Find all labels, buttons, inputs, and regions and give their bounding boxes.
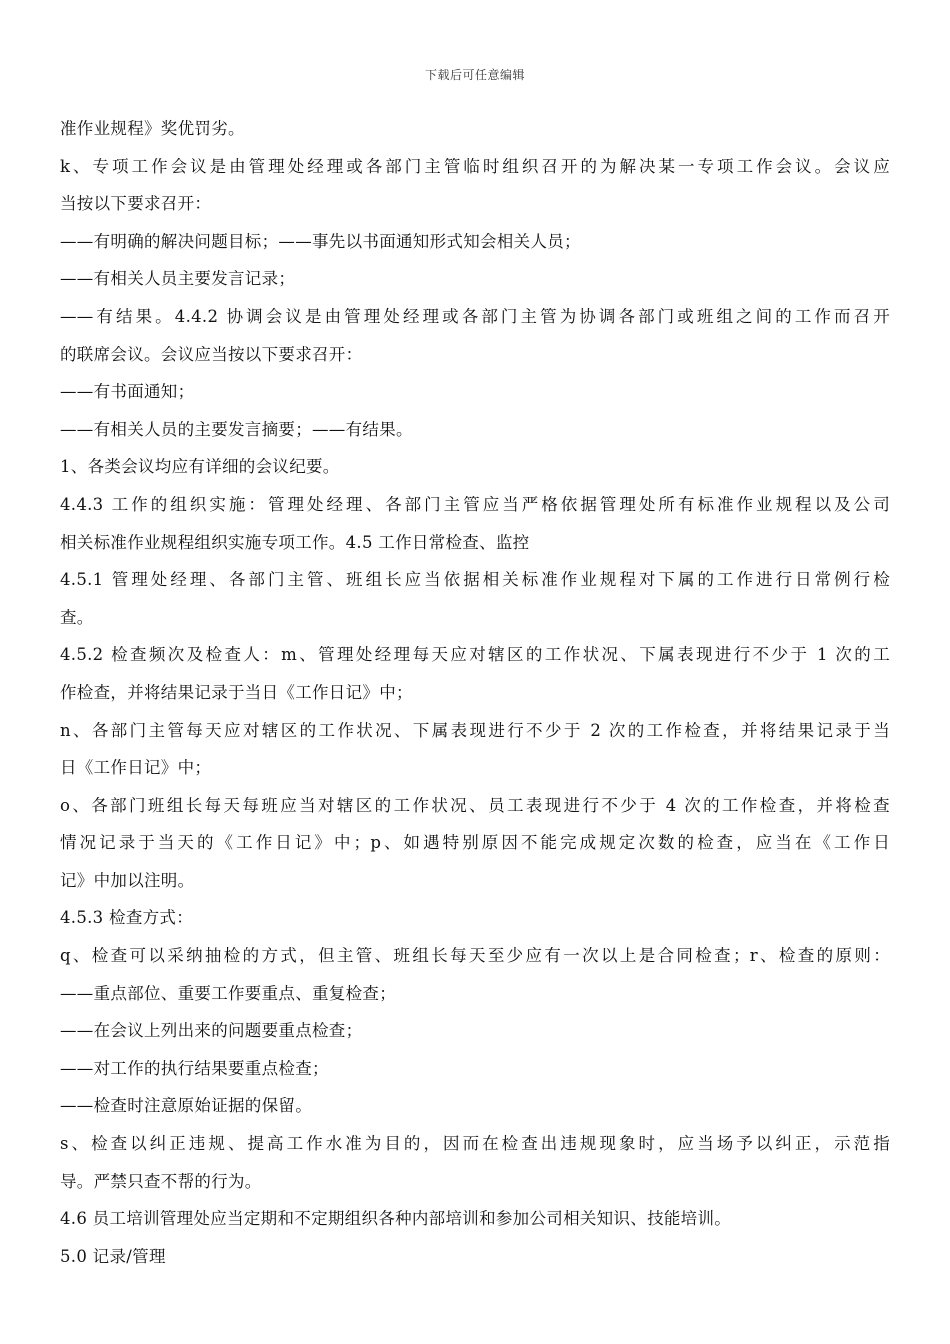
text-line: 相关标准作业规程组织实施专项工作。4.5 工作日常检查、监控: [60, 532, 530, 552]
text-line: ——有书面通知；: [60, 382, 195, 402]
text-line: ——在会议上列出来的问题要重点检查；: [60, 1021, 363, 1041]
text-line: 4.5.2 检查频次及检查人：m、管理处经理每天应对辖区的工作状况、下属表现进行不少于 1 次的工: [60, 645, 890, 665]
text-line: ——检查时注意原始证据的保留。: [60, 1096, 312, 1116]
text-line: ——有相关人员的主要发言摘要；——有结果。: [60, 419, 413, 439]
text-line: 准作业规程》奖优罚劣。: [60, 119, 245, 138]
text-line: s、检查以纠正违规、提高工作水准为目的，因而在检查出违规现象时，应当场予以纠正，示范指: [60, 1134, 890, 1154]
text-line: 情况记录于当天的《工作日记》中；p、如遇特别原因不能完成规定次数的检查，应当在《工作日: [60, 833, 890, 853]
text-line: q、检查可以采纳抽检的方式，但主管、班组长每天至少应有一次以上是合同检查；r、检查的原则：: [60, 946, 890, 966]
text-line: 4.5.1 管理处经理、各部门主管、班组长应当依据相关标准作业规程对下属的工作进行日常例行检: [60, 570, 890, 590]
page-header-note: 下载后可任意编辑: [424, 68, 525, 82]
text-line: 的联席会议。会议应当按以下要求召开：: [60, 344, 363, 364]
text-line: ——有结果。4.4.2 协调会议是由管理处经理或各部门主管为协调各部门或班组之间的工作而召开: [60, 306, 890, 326]
text-line: 4.6 员工培训管理处应当定期和不定期组织各种内部培训和参加公司相关知识、技能培训。: [60, 1209, 732, 1229]
text-line: n、各部门主管每天应对辖区的工作状况、下属表现进行不少于 2 次的工作检查，并将结果记录于当: [60, 720, 890, 740]
text-line: 4.4.3 工作的组织实施：管理处经理、各部门主管应当严格依据管理处所有标准作业规程以及公司: [60, 494, 890, 514]
text-line: ——有明确的解决问题目标；——事先以书面通知形式知会相关人员；: [60, 231, 581, 251]
text-line: 1、各类会议均应有详细的会议纪要。: [60, 457, 340, 477]
text-line: ——对工作的执行结果要重点检查；: [60, 1058, 329, 1078]
text-line: 当按以下要求召开：: [60, 194, 212, 214]
text-line: 作检查，并将结果记录于当日《工作日记》中；: [60, 682, 413, 702]
text-line: ——有相关人员主要发言记录；: [60, 269, 296, 289]
text-line: 查。: [60, 607, 94, 627]
text-line: o、各部门班组长每天每班应当对辖区的工作状况、员工表现进行不少于 4 次的工作检查，并将检查: [60, 795, 890, 815]
text-line: 4.5.3 检查方式：: [60, 908, 194, 928]
text-line: 日《工作日记》中；: [60, 758, 212, 778]
text-line: 5.0 记录/管理: [60, 1246, 166, 1266]
text-line: ——重点部位、重要工作要重点、重复检查；: [60, 983, 396, 1003]
text-line: k、专项工作会议是由管理处经理或各部门主管临时组织召开的为解决某一专项工作会议。会议应: [60, 156, 890, 176]
document-body: [60, 110, 890, 1275]
text-line: 记》中加以注明。: [60, 870, 195, 890]
text-line: 导。严禁只查不帮的行为。: [60, 1171, 262, 1191]
